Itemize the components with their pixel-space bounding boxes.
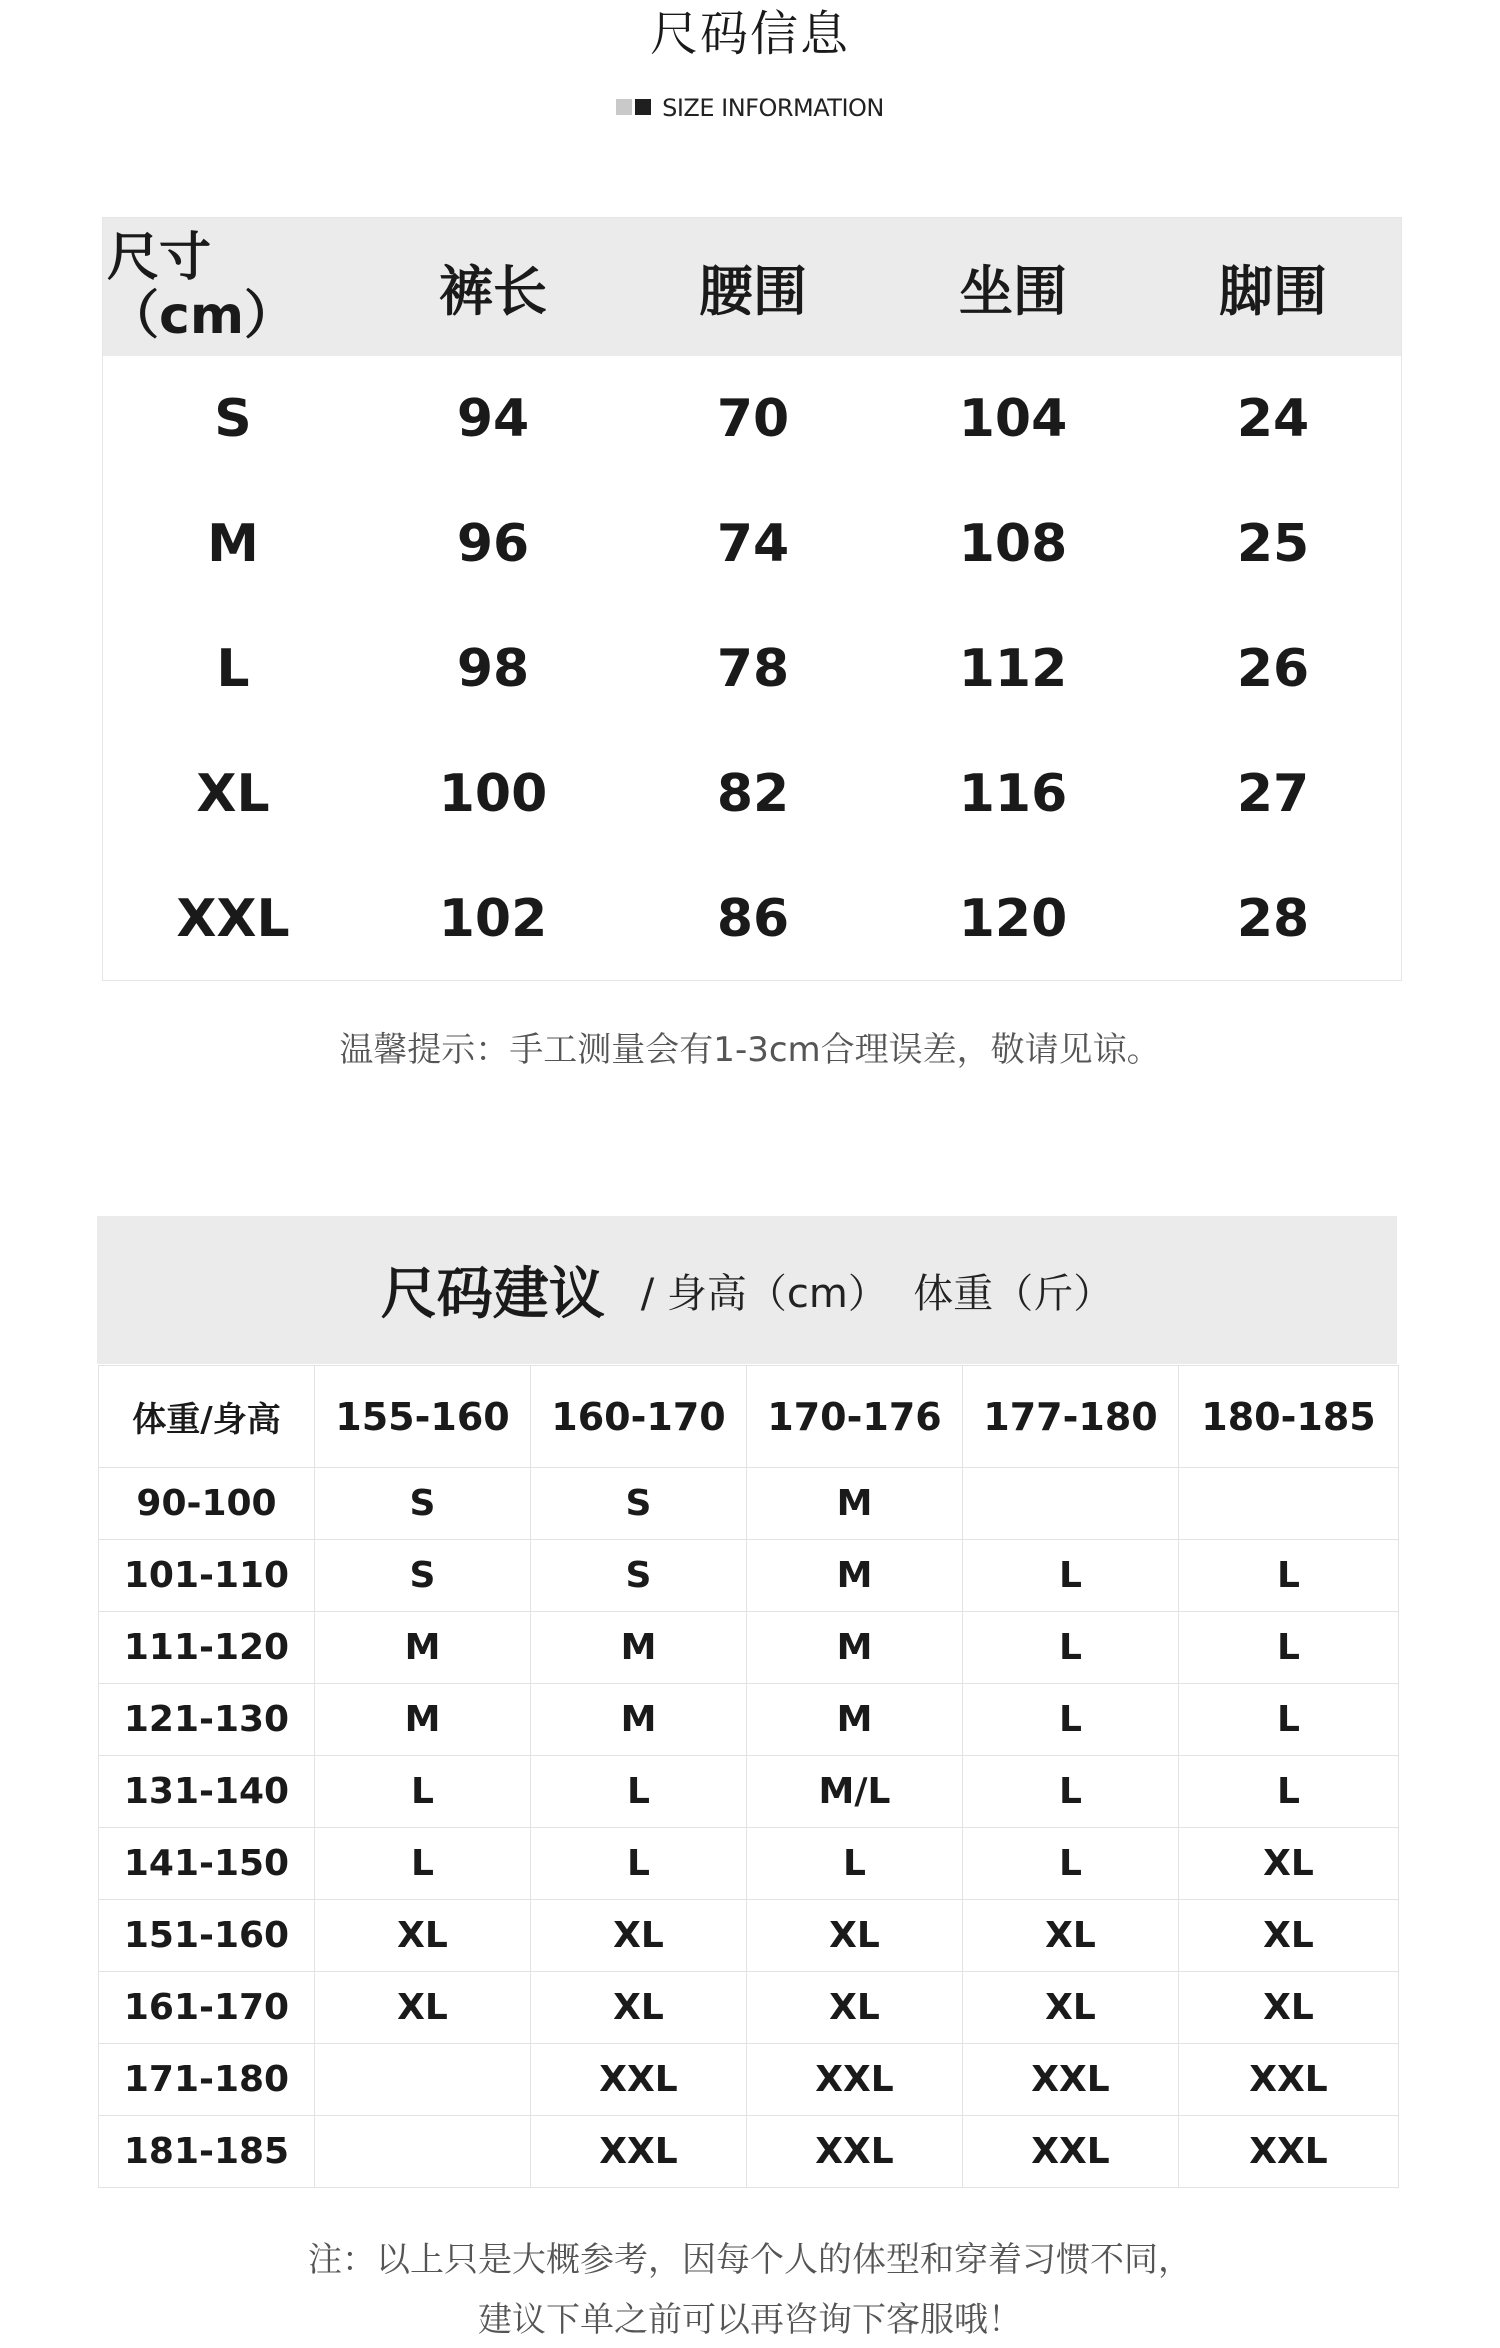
size-cell: L	[963, 1612, 1179, 1684]
size-cell: XXL	[1179, 2116, 1399, 2188]
header-weight-height: 体重/身高	[99, 1366, 315, 1468]
size-cell: L	[315, 1756, 531, 1828]
size-cell: M	[207, 513, 259, 574]
table-row	[99, 2044, 1399, 2116]
size-cell: XL	[315, 1972, 531, 2044]
table-row	[99, 1540, 1399, 1612]
recommendation-table	[98, 1365, 1399, 2188]
header-height-range: 177-180	[963, 1366, 1179, 1468]
weight-range-cell: 131-140	[99, 1756, 315, 1828]
size-cell	[1179, 1468, 1399, 1540]
size-cell: L	[1179, 1684, 1399, 1756]
size-cell: S	[214, 388, 252, 449]
table-row	[99, 1972, 1399, 2044]
table-row	[99, 2116, 1399, 2188]
size-cell: M	[747, 1468, 963, 1540]
value-cell: 26	[1236, 638, 1310, 699]
table-row	[103, 606, 1401, 731]
weight-range-cell: 101-110	[99, 1540, 315, 1612]
size-cell: XL	[315, 1900, 531, 1972]
value-cell: 98	[456, 638, 530, 699]
size-cell: L	[963, 1684, 1179, 1756]
size-cell: XL	[1179, 1828, 1399, 1900]
measurement-note: 温馨提示：手工测量会有1-3cm合理误差，敬请见谅。	[339, 1030, 1161, 1070]
size-cell: L	[1179, 1756, 1399, 1828]
measurement-table	[102, 217, 1402, 981]
value-cell: 104	[958, 388, 1068, 449]
value-cell: 112	[958, 638, 1068, 699]
size-cell: XL	[196, 763, 270, 824]
size-cell: L	[531, 1828, 747, 1900]
size-cell: S	[531, 1468, 747, 1540]
weight-range-cell: 90-100	[99, 1468, 315, 1540]
size-cell: M	[747, 1540, 963, 1612]
decorative-squares-icon	[616, 89, 654, 125]
weight-range-cell: 181-185	[99, 2116, 315, 2188]
size-cell: XXL	[531, 2116, 747, 2188]
size-cell	[315, 2116, 531, 2188]
size-cell: XXL	[747, 2044, 963, 2116]
table-row	[99, 1828, 1399, 1900]
size-cell: M	[315, 1612, 531, 1684]
value-cell: 74	[716, 513, 790, 574]
value-cell: 108	[958, 513, 1068, 574]
header-height-range: 160-170	[531, 1366, 747, 1468]
footer-note-line-1: 注：以上只是大概参考，因每个人的体型和穿着习惯不同，	[308, 2240, 1192, 2280]
size-cell: L	[963, 1756, 1179, 1828]
header-height-range: 180-185	[1179, 1366, 1399, 1468]
size-cell: L	[747, 1828, 963, 1900]
header-leg-opening: 脚围	[1219, 259, 1327, 323]
weight-range-cell: 171-180	[99, 2044, 315, 2116]
size-cell: XL	[963, 1972, 1179, 2044]
size-cell	[963, 1468, 1179, 1540]
value-cell: 96	[456, 513, 530, 574]
weight-range-cell: 141-150	[99, 1828, 315, 1900]
size-cell: XL	[1179, 1900, 1399, 1972]
header-height-range: 170-176	[747, 1366, 963, 1468]
header-size-unit: 尺寸（cm）	[107, 228, 297, 346]
size-cell: XL	[531, 1900, 747, 1972]
header-waist: 腰围	[699, 259, 807, 323]
size-cell: XL	[963, 1900, 1179, 1972]
footer-note-line-2: 建议下单之前可以再咨询下客服哦！	[478, 2300, 1022, 2340]
value-cell: 86	[716, 888, 790, 949]
table-row	[99, 1900, 1399, 1972]
size-cell: L	[1179, 1612, 1399, 1684]
table-row	[103, 481, 1401, 606]
size-cell: L	[963, 1540, 1179, 1612]
size-cell	[315, 2044, 531, 2116]
measurement-table-header	[103, 218, 1401, 356]
header-pants-length: 裤长	[439, 259, 547, 323]
size-cell: L	[315, 1828, 531, 1900]
size-cell: XXL	[531, 2044, 747, 2116]
page-title: 尺码信息	[649, 6, 850, 62]
value-cell: 82	[716, 763, 790, 824]
table-row	[99, 1612, 1399, 1684]
size-cell: XXL	[747, 2116, 963, 2188]
size-cell: XL	[747, 1972, 963, 2044]
value-cell: 100	[438, 763, 548, 824]
size-cell: S	[531, 1540, 747, 1612]
size-cell: XL	[747, 1900, 963, 1972]
size-cell: M	[531, 1684, 747, 1756]
value-cell: 24	[1236, 388, 1310, 449]
table-row	[103, 856, 1401, 981]
size-cell: XXL	[176, 888, 290, 949]
size-cell: S	[315, 1468, 531, 1540]
size-cell: L	[216, 638, 250, 699]
size-cell: XL	[1179, 1972, 1399, 2044]
weight-range-cell: 111-120	[99, 1612, 315, 1684]
size-cell: M	[747, 1684, 963, 1756]
table-row	[99, 1684, 1399, 1756]
recommendation-header	[97, 1216, 1397, 1364]
weight-range-cell: 151-160	[99, 1900, 315, 1972]
table-row	[103, 356, 1401, 481]
value-cell: 25	[1236, 513, 1310, 574]
size-cell: M	[315, 1684, 531, 1756]
value-cell: 28	[1236, 888, 1310, 949]
section-subtitle	[0, 90, 1500, 126]
size-cell: S	[315, 1540, 531, 1612]
recommendation-subtitle: / 身高（cm） 体重（斤）	[640, 1270, 1114, 1317]
size-cell: L	[531, 1756, 747, 1828]
size-cell: XXL	[963, 2044, 1179, 2116]
value-cell: 70	[716, 388, 790, 449]
value-cell: 78	[716, 638, 790, 699]
size-cell: L	[963, 1828, 1179, 1900]
weight-range-cell: 161-170	[99, 1972, 315, 2044]
header-height-range: 155-160	[315, 1366, 531, 1468]
size-cell: M	[531, 1612, 747, 1684]
table-row	[103, 731, 1401, 856]
weight-range-cell: 121-130	[99, 1684, 315, 1756]
size-cell: M	[747, 1612, 963, 1684]
value-cell: 116	[958, 763, 1068, 824]
size-cell: XXL	[963, 2116, 1179, 2188]
size-cell: XL	[531, 1972, 747, 2044]
value-cell: 27	[1236, 763, 1310, 824]
table-row	[99, 1468, 1399, 1540]
size-cell: XXL	[1179, 2044, 1399, 2116]
size-cell: M/L	[747, 1756, 963, 1828]
value-cell: 102	[438, 888, 548, 949]
recommendation-title: 尺码建议	[380, 1262, 605, 1327]
table-row	[99, 1756, 1399, 1828]
value-cell: 94	[456, 388, 530, 449]
recommendation-header-row	[99, 1366, 1399, 1468]
size-cell: L	[1179, 1540, 1399, 1612]
subtitle-text: SIZE INFORMATION	[662, 94, 884, 122]
header-hip: 坐围	[959, 259, 1067, 323]
value-cell: 120	[958, 888, 1068, 949]
